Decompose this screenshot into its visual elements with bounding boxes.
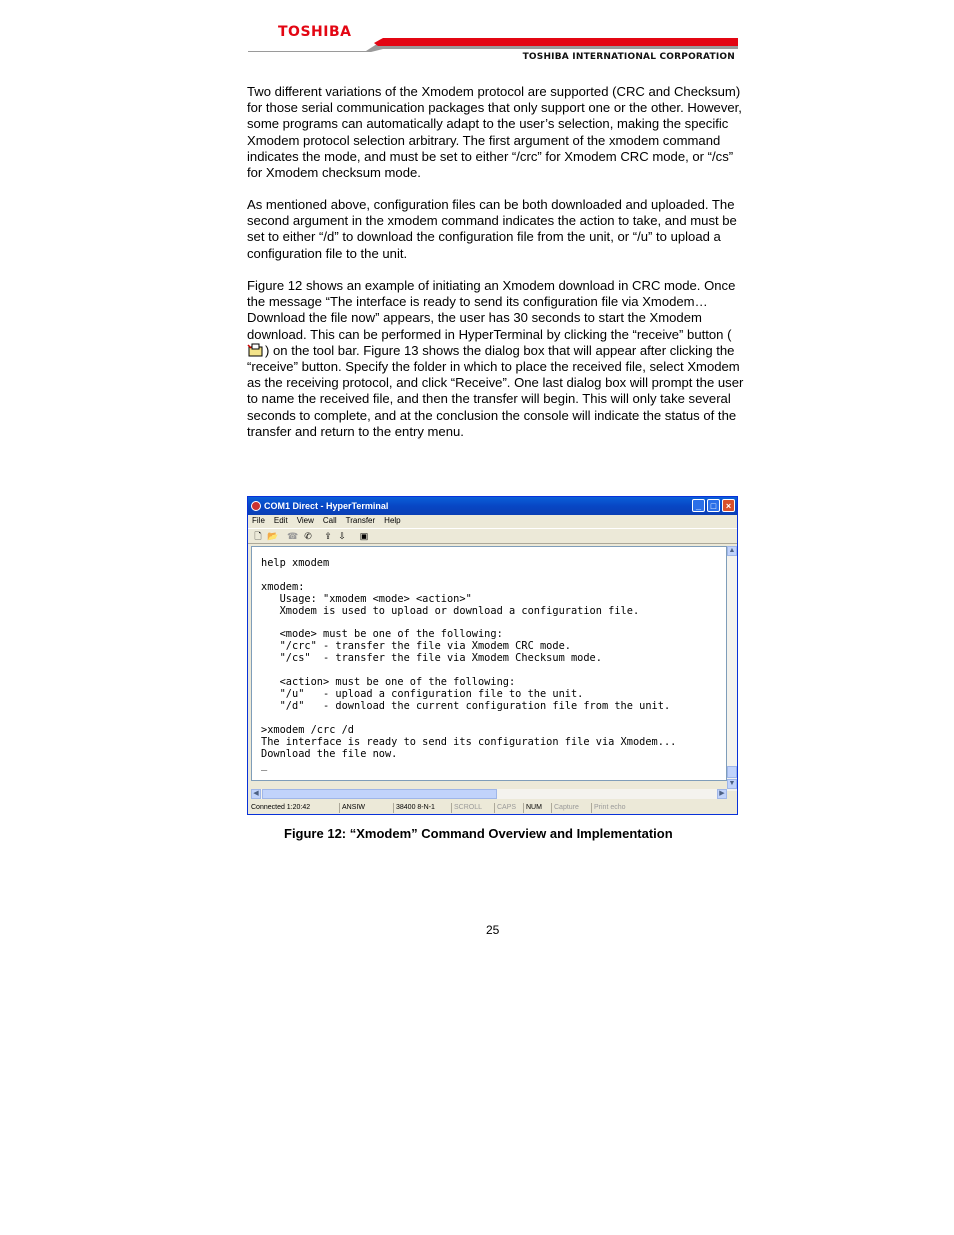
horizontal-scrollbar[interactable] xyxy=(251,789,727,799)
figure-caption: Figure 12: “Xmodem” Command Overview and Implementation xyxy=(284,826,673,841)
horizontal-scroll-thumb[interactable] xyxy=(262,789,497,799)
menu-view[interactable]: View xyxy=(296,516,314,525)
status-capture: Capture xyxy=(551,803,579,813)
close-icon[interactable]: × xyxy=(722,499,735,512)
scroll-up-icon[interactable]: ▲ xyxy=(728,547,736,554)
terminal-text xyxy=(261,558,676,772)
send-icon[interactable]: ⇪ xyxy=(324,531,332,541)
status-num: NUM xyxy=(523,803,542,813)
terminal-line: "/d" - download the current configuration file from the unit. xyxy=(261,699,671,712)
menu-help[interactable]: Help xyxy=(384,516,401,525)
terminal-line: _ xyxy=(261,759,268,772)
window-title: COM1 Direct - HyperTerminal xyxy=(264,501,389,511)
new-icon[interactable]: 🗋 xyxy=(254,531,262,541)
menu-call[interactable]: Call xyxy=(322,516,337,525)
status-bar xyxy=(248,802,737,814)
terminal-line: <mode> must be one of the following: xyxy=(261,628,503,641)
status-connected: Connected 1:20:42 xyxy=(251,804,311,811)
scroll-right-icon[interactable]: ▶ xyxy=(717,789,727,799)
connect-icon[interactable]: ☎ xyxy=(287,531,299,541)
hyperterminal-app-icon xyxy=(251,501,261,511)
header-accent-bar xyxy=(248,38,738,52)
maximize-icon[interactable]: □ xyxy=(707,499,720,512)
terminal-line: <action> must be one of the following: xyxy=(261,676,516,689)
status-scroll: SCROLL xyxy=(451,803,482,813)
status-emulation: ANSIW xyxy=(339,803,365,813)
receive-icon[interactable]: ⇩ xyxy=(338,531,346,541)
page-number: 25 xyxy=(486,923,500,937)
window-titlebar xyxy=(248,497,737,515)
company-name: TOSHIBA INTERNATIONAL CORPORATION xyxy=(522,52,735,62)
toolbar xyxy=(248,528,737,544)
paragraph-text-before-icon: Figure 12 shows an example of initiating an Xmodem download in CRC mode. Once the message “The interface is ready to send its configuration file via Xmodem…Download the file now” appears, the user has 30 seconds to start the Xmodem download. This can be performed in HyperTerminal by clicking the “receive” button ( xyxy=(247,278,736,342)
scroll-thumb[interactable] xyxy=(727,766,737,778)
terminal-line: Xmodem is used to upload or download a configuration file. xyxy=(261,604,640,617)
terminal-line: "/crc" - transfer the file via Xmodem CRC mode. xyxy=(261,640,571,653)
terminal-line: "/u" - upload a configuration file to the unit. xyxy=(261,687,584,700)
terminal-line: >xmodem /crc /d xyxy=(261,723,354,736)
paragraph-xmodem-actions: As mentioned above, configuration files can be both downloaded and uploaded. The second argument in the xmodem command indicates the action to take, and must be set to either “/d” to download the configuration file from the unit, or “/u” to upload a configuration file to the unit. xyxy=(247,197,737,261)
terminal-line: help xmodem xyxy=(261,557,330,569)
terminal-line: The interface is ready to send its configuration file via Xmodem... xyxy=(261,735,677,748)
receive-icon xyxy=(247,343,265,357)
properties-icon[interactable]: ▣ xyxy=(359,531,369,541)
paragraph-text-after-icon: ) on the tool bar. Figure 13 shows the dialog box that will appear after clicking the “receive” button. Specify the folder in which to place the received file, select Xmodem as the receiving protocol, and click “Receive”. One last dialog box will prompt the user to name the received file, and then the transfer will begin. This will only take several seconds to complete, and at the conclusion the console will indicate the status of the transfer and return to the entry menu. xyxy=(247,342,744,439)
paragraph-xmodem-modes: Two different variations of the Xmodem protocol are supported (CRC and Checksum) for those serial communication packages that only support one or the other. However, some programs can automatically adapt to the user’s selection, making the specific Xmodem protocol selection arbitrary. The first argument of the xmodem command indicates the mode, and must be set to either “/crc” for Xmodem CRC mode, or “/cs” for Xmodem checksum mode. xyxy=(247,84,742,181)
paragraph-xmodem-procedure xyxy=(247,278,747,440)
hyperterminal-window xyxy=(247,496,738,815)
menu-edit[interactable]: Edit xyxy=(273,516,288,525)
status-print-echo: Print echo xyxy=(591,803,626,813)
menu-transfer[interactable]: Transfer xyxy=(345,516,376,525)
open-icon[interactable]: 📂 xyxy=(267,531,279,541)
menu-bar xyxy=(248,515,737,527)
terminal-line: Usage: "xmodem <mode> <action>" xyxy=(261,592,472,605)
terminal-area[interactable] xyxy=(251,546,727,781)
vertical-scrollbar[interactable] xyxy=(727,546,737,791)
terminal-line: xmodem: xyxy=(261,580,305,593)
terminal-line: "/cs" - transfer the file via Xmodem Checksum mode. xyxy=(261,652,602,665)
scroll-left-icon[interactable]: ◀ xyxy=(251,789,261,799)
status-caps: CAPS xyxy=(494,803,516,813)
menu-file[interactable]: File xyxy=(252,516,265,525)
minimize-icon[interactable]: _ xyxy=(692,499,705,512)
scroll-down-icon[interactable]: ▼ xyxy=(728,780,736,787)
toshiba-logo: TOSHIBA xyxy=(278,24,352,40)
disconnect-icon[interactable]: ✆ xyxy=(304,531,312,541)
terminal-line: Download the file now. xyxy=(261,747,398,760)
status-settings: 38400 8-N-1 xyxy=(393,803,435,813)
